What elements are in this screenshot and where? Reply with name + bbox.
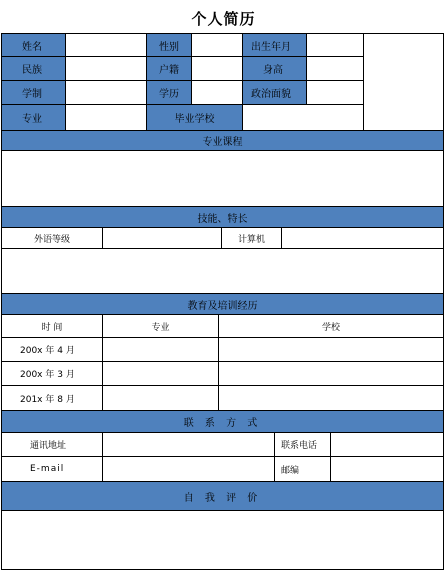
- edu-row-time: 200x 年 4 月: [2, 338, 103, 362]
- section-courses-header: 专业课程: [2, 130, 443, 151]
- field-schooling[interactable]: [66, 81, 147, 105]
- edu-row-time: 201x 年 8 月: [2, 386, 103, 410]
- edu-row-school[interactable]: [219, 338, 443, 362]
- edu-col-time: 时 间: [2, 315, 103, 338]
- label-hukou: 户籍: [147, 57, 192, 81]
- courses-content[interactable]: [2, 151, 443, 206]
- label-postcode: 邮编: [275, 457, 331, 481]
- label-computer: 计算机: [222, 228, 282, 249]
- field-phone[interactable]: [331, 433, 443, 457]
- resume-form: [1, 33, 444, 570]
- field-height[interactable]: [307, 57, 364, 81]
- label-email: E-mail: [2, 457, 103, 481]
- label-schooling: 学制: [2, 81, 66, 105]
- field-gender[interactable]: [192, 34, 243, 57]
- section-self-eval-header: 自 我 评 价: [2, 481, 443, 511]
- field-name[interactable]: [66, 34, 147, 57]
- label-height: 身高: [243, 57, 307, 81]
- field-address[interactable]: [103, 433, 275, 457]
- label-address: 通讯地址: [2, 433, 103, 457]
- self-eval-content[interactable]: [2, 511, 443, 569]
- edu-row-major[interactable]: [103, 338, 219, 362]
- edu-row-time: 200x 年 3 月: [2, 362, 103, 386]
- field-hukou[interactable]: [192, 57, 243, 81]
- label-major: 专业: [2, 105, 66, 130]
- edu-row-school[interactable]: [219, 386, 443, 410]
- label-school: 毕业学校: [147, 105, 243, 130]
- field-politics[interactable]: [307, 81, 364, 105]
- field-major[interactable]: [66, 105, 147, 130]
- skills-content[interactable]: [2, 249, 443, 293]
- label-politics: 政治面貌: [243, 81, 307, 105]
- label-education: 学历: [147, 81, 192, 105]
- edu-col-major: 专业: [103, 315, 219, 338]
- field-computer[interactable]: [282, 228, 443, 249]
- photo-area[interactable]: [364, 34, 443, 130]
- resume-title: 个人简历: [191, 10, 256, 28]
- field-postcode[interactable]: [331, 457, 443, 481]
- label-birth: 出生年月: [243, 34, 307, 57]
- edu-row-major[interactable]: [103, 362, 219, 386]
- edu-row-school[interactable]: [219, 362, 443, 386]
- edu-col-school: 学校: [219, 315, 443, 338]
- label-language: 外语等级: [2, 228, 103, 249]
- field-email[interactable]: [103, 457, 275, 481]
- section-skills-header: 技能、特长: [2, 206, 443, 228]
- field-birth[interactable]: [307, 34, 364, 57]
- section-contact-header: 联 系 方 式: [2, 410, 443, 433]
- label-name: 姓名: [2, 34, 66, 57]
- field-school[interactable]: [243, 105, 364, 130]
- section-education-header: 教育及培训经历: [2, 293, 443, 315]
- field-education[interactable]: [192, 81, 243, 105]
- edu-row-major[interactable]: [103, 386, 219, 410]
- label-ethnicity: 民族: [2, 57, 66, 81]
- label-phone: 联系电话: [275, 433, 331, 457]
- field-ethnicity[interactable]: [66, 57, 147, 81]
- label-gender: 性别: [147, 34, 192, 57]
- field-language[interactable]: [103, 228, 222, 249]
